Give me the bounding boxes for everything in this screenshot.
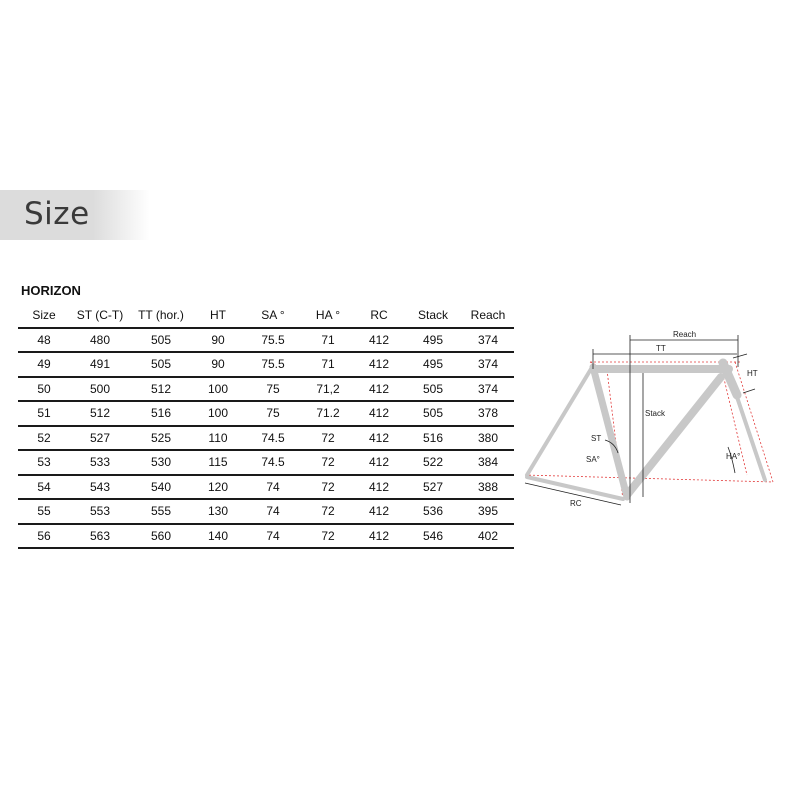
cell-reach: 388 [462, 475, 514, 500]
cell-st: 533 [70, 450, 130, 475]
header-rc: RC [370, 308, 388, 323]
cell-rc: 412 [354, 401, 404, 426]
table-row [18, 426, 514, 451]
cell-size: 50 [18, 377, 70, 402]
label-ht: HT [747, 369, 758, 378]
geometry-table [18, 304, 514, 549]
cell-sa: 74.5 [244, 426, 302, 451]
table-row [18, 524, 514, 549]
cell-tt: 540 [130, 475, 192, 500]
cell-rc: 412 [354, 450, 404, 475]
cell-sa: 75 [244, 401, 302, 426]
table-header-row [18, 304, 514, 328]
section-title: Size [24, 196, 90, 232]
label-tt: TT [656, 344, 666, 353]
table-body [18, 328, 514, 549]
cell-stack: 522 [404, 450, 462, 475]
cell-rc: 412 [354, 426, 404, 451]
cell-reach: 374 [462, 352, 514, 377]
cell-tt: 505 [130, 352, 192, 377]
cell-ha: 71.2 [302, 401, 354, 426]
cell-size: 51 [18, 401, 70, 426]
size-banner [0, 190, 150, 240]
cell-ht: 90 [192, 328, 244, 353]
cell-st: 480 [70, 328, 130, 353]
cell-size: 55 [18, 499, 70, 524]
table-row [18, 450, 514, 475]
label-st: ST [591, 434, 602, 443]
cell-reach: 374 [462, 328, 514, 353]
cell-sa: 75.5 [244, 352, 302, 377]
label-rc: RC [570, 499, 582, 508]
cell-stack: 495 [404, 352, 462, 377]
cell-st: 563 [70, 524, 130, 549]
cell-ha: 72 [302, 426, 354, 451]
cell-ht: 110 [192, 426, 244, 451]
cell-tt: 555 [130, 499, 192, 524]
label-stack: Stack [645, 409, 666, 418]
cell-ha: 71 [302, 352, 354, 377]
cell-ht: 130 [192, 499, 244, 524]
cell-rc: 412 [354, 352, 404, 377]
cell-ht: 100 [192, 377, 244, 402]
cell-reach: 402 [462, 524, 514, 549]
cell-stack: 505 [404, 377, 462, 402]
cell-tt: 516 [130, 401, 192, 426]
cell-size: 52 [18, 426, 70, 451]
cell-ht: 140 [192, 524, 244, 549]
cell-size: 49 [18, 352, 70, 377]
cell-rc: 412 [354, 377, 404, 402]
cell-stack: 505 [404, 401, 462, 426]
header-stack: Stack [417, 308, 448, 323]
cell-stack: 536 [404, 499, 462, 524]
cell-ht: 100 [192, 401, 244, 426]
cell-tt: 505 [130, 328, 192, 353]
cell-rc: 412 [354, 499, 404, 524]
cell-sa: 75.5 [244, 328, 302, 353]
cell-size: 56 [18, 524, 70, 549]
cell-ht: 120 [192, 475, 244, 500]
cell-sa: 75 [244, 377, 302, 402]
cell-stack: 495 [404, 328, 462, 353]
cell-rc: 412 [354, 328, 404, 353]
label-sa: SA° [586, 455, 600, 464]
cell-ht: 115 [192, 450, 244, 475]
cell-tt: 530 [130, 450, 192, 475]
table-row [18, 401, 514, 426]
cell-size: 48 [18, 328, 70, 353]
table-row [18, 328, 514, 353]
cell-reach: 395 [462, 499, 514, 524]
header-reach: Reach [470, 308, 506, 323]
header-ha: HA ° [315, 308, 341, 323]
cell-stack: 527 [404, 475, 462, 500]
cell-sa: 74 [244, 499, 302, 524]
cell-size: 53 [18, 450, 70, 475]
table-row [18, 377, 514, 402]
cell-tt: 560 [130, 524, 192, 549]
cell-st: 491 [70, 352, 130, 377]
cell-reach: 380 [462, 426, 514, 451]
cell-sa: 74.5 [244, 450, 302, 475]
table-row [18, 499, 514, 524]
cell-st: 527 [70, 426, 130, 451]
cell-ha: 71,2 [302, 377, 354, 402]
header-size: Size [32, 308, 56, 323]
cell-tt: 525 [130, 426, 192, 451]
cell-rc: 412 [354, 475, 404, 500]
cell-sa: 74 [244, 524, 302, 549]
table-row [18, 352, 514, 377]
header-tt: TT (hor.) [138, 308, 184, 323]
header-sa: SA ° [261, 308, 285, 323]
cell-ha: 72 [302, 450, 354, 475]
cell-stack: 516 [404, 426, 462, 451]
cell-reach: 384 [462, 450, 514, 475]
frame-geometry-diagram [515, 325, 785, 515]
cell-ha: 72 [302, 475, 354, 500]
cell-ha: 72 [302, 499, 354, 524]
cell-st: 500 [70, 377, 130, 402]
cell-ht: 90 [192, 352, 244, 377]
cell-st: 543 [70, 475, 130, 500]
label-ha: HA° [726, 452, 741, 461]
cell-tt: 512 [130, 377, 192, 402]
cell-size: 54 [18, 475, 70, 500]
cell-ha: 71 [302, 328, 354, 353]
model-name: HORIZON [21, 283, 81, 298]
cell-stack: 546 [404, 524, 462, 549]
label-reach: Reach [673, 330, 697, 339]
header-st: ST (C-T) [76, 308, 124, 323]
header-ht: HT [210, 308, 226, 323]
cell-reach: 378 [462, 401, 514, 426]
cell-sa: 74 [244, 475, 302, 500]
cell-rc: 412 [354, 524, 404, 549]
cell-st: 512 [70, 401, 130, 426]
cell-ha: 72 [302, 524, 354, 549]
cell-reach: 374 [462, 377, 514, 402]
table-row [18, 475, 514, 500]
cell-st: 553 [70, 499, 130, 524]
